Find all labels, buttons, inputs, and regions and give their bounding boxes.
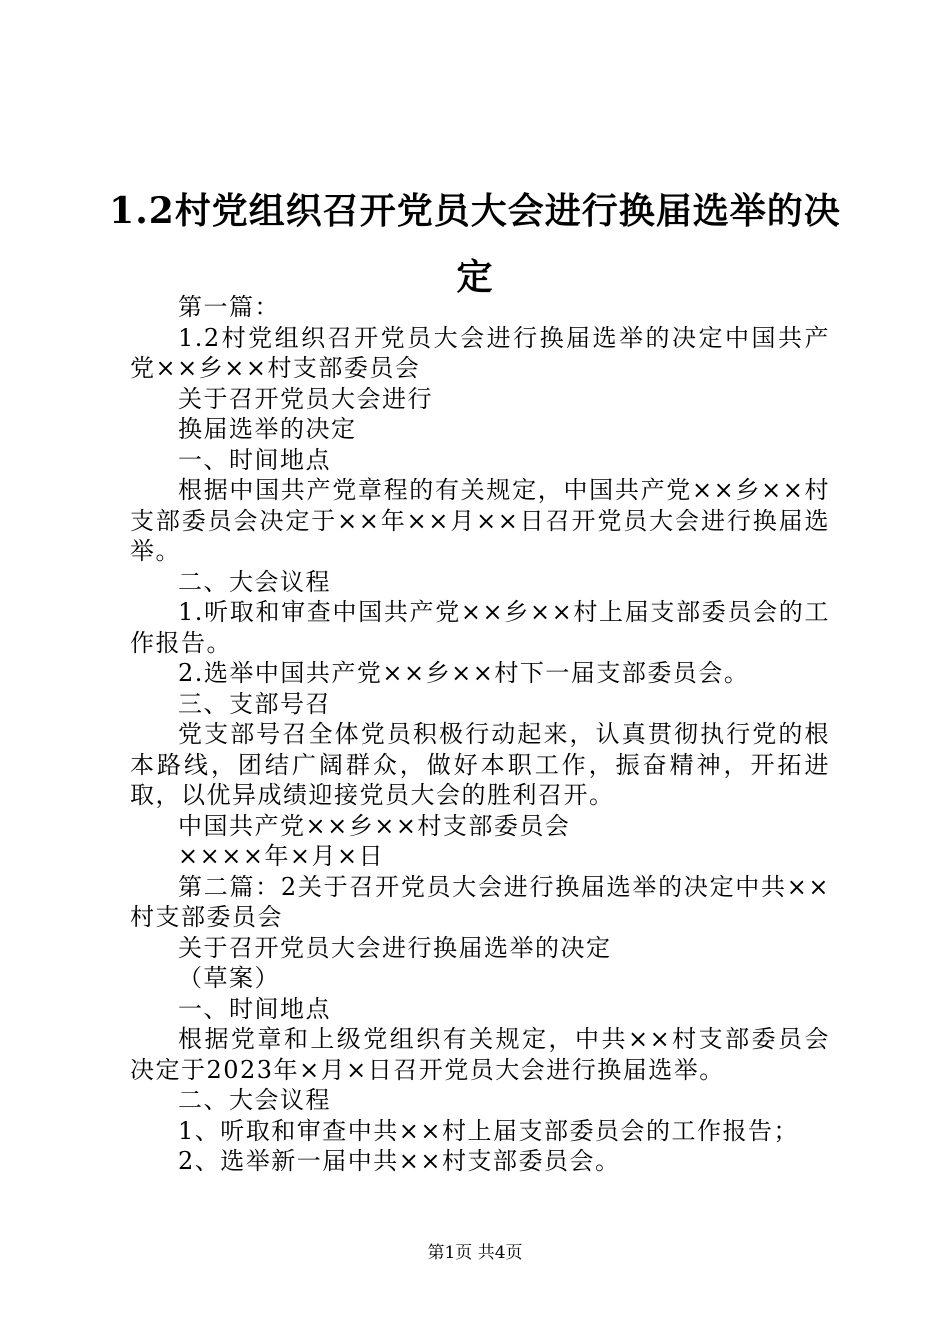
- paragraph: 根据中国共产党章程的有关规定，中国共产党××乡××村支部委员会决定于××年××月××日召开党员大会进行换届选举。: [130, 476, 830, 565]
- list-item: 2、选举新一届中共××村支部委员会。: [178, 1147, 621, 1175]
- paragraph: 第二篇：2关于召开党员大会进行换届选举的决定中共××村支部委员会: [130, 872, 830, 931]
- paragraph: 1.2村党组织召开党员大会进行换届选举的决定中国共产党××乡××村支部委员会: [130, 323, 830, 382]
- document-title: 1.2村党组织召开党员大会进行换届选举的决定: [109, 190, 841, 298]
- section-heading: 二、大会议程: [178, 567, 331, 596]
- signature-line: 中国共产党××乡××村支部委员会: [178, 811, 571, 840]
- paragraph: （草案）: [178, 964, 280, 992]
- section-heading: 三、支部号召: [178, 689, 331, 718]
- paragraph: 党支部号召全体党员积极行动起来，认真贯彻执行党的根本路线，团结广阔群众，做好本职工作，振奋精神，开拓进取，以优异成绩迎接党员大会的胜利召开。: [130, 720, 830, 809]
- paragraph: 第一篇：: [178, 293, 280, 321]
- paragraph: 根据党章和上级党组织有关规定，中共××村支部委员会决定于2023年×月×日召开党员大会进行换届选举。: [130, 1025, 830, 1084]
- paragraph: 换届选举的决定: [178, 415, 357, 443]
- paragraph: 关于召开党员大会进行换届选举的决定: [178, 933, 612, 962]
- section-heading: 一、时间地点: [178, 445, 331, 474]
- date-line: ××××年×月×日: [178, 842, 385, 870]
- document-body: [130, 292, 830, 1177]
- page-footer: 第1页 共4页: [427, 1243, 523, 1263]
- list-item: 1、听取和审查中共××村上届支部委员会的工作报告；: [178, 1116, 799, 1145]
- section-heading: 一、时间地点: [178, 994, 331, 1023]
- paragraph: 关于召开党员大会进行: [178, 384, 433, 413]
- list-item: 2.选举中国共产党××乡××村下一届支部委员会。: [178, 659, 750, 687]
- section-heading: 二、大会议程: [178, 1086, 331, 1114]
- list-item: 1.听取和审查中国共产党××乡××村上届支部委员会的工作报告。: [130, 598, 830, 657]
